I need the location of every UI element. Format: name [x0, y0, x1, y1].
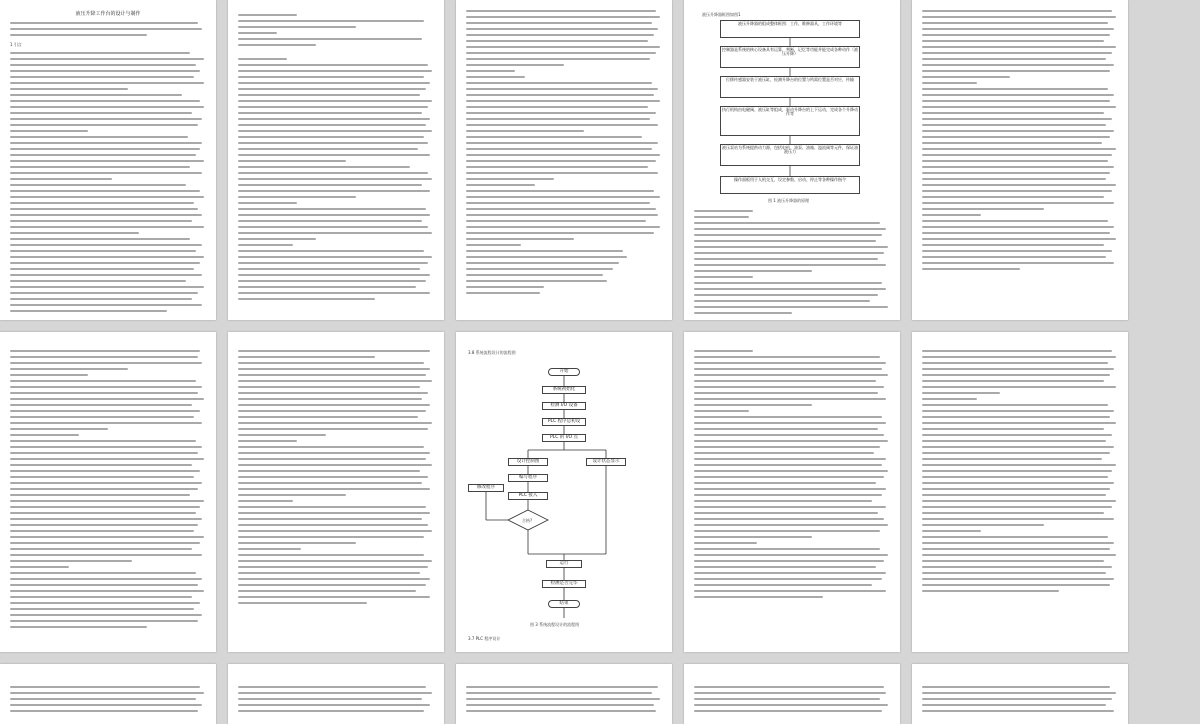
document-page-1 — [0, 0, 216, 320]
body-text — [922, 10, 1118, 274]
flow-start: 开始 — [548, 368, 580, 376]
body-text — [10, 22, 206, 316]
body-text — [922, 686, 1118, 716]
document-page-11 — [0, 664, 216, 724]
flow-decision: 合格? — [522, 518, 533, 523]
block-diagram-caption: 图 1 液压升降器的原理 — [768, 198, 810, 203]
flow-diagram-title: 3.8 系统流程设计的流程图 — [468, 350, 516, 355]
document-page-3 — [456, 0, 672, 320]
document-page-7 — [228, 332, 444, 652]
flow-diagram-caption: 图 3 系统流程设计的流程图 — [530, 622, 580, 627]
body-text — [694, 686, 890, 716]
body-text — [466, 686, 662, 716]
body-text — [694, 350, 890, 602]
document-page-5 — [912, 0, 1128, 320]
block-node-1: 液压升降器的组成整体框图：工作，维修器具，工作环境等 — [720, 20, 860, 38]
flow-auto-ctrl: 设计控制图 — [508, 458, 548, 466]
body-text — [10, 686, 206, 716]
document-page-2 — [228, 0, 444, 320]
flow-io: PLC 的 I/O 点 — [542, 434, 586, 442]
document-page-9 — [684, 332, 900, 652]
block-node-3: 位移传感器安装于液压缸，检测升降台的位置与所需位置是否对应，传输 — [720, 76, 860, 98]
flow-modify: 修改程序 — [468, 484, 504, 492]
document-page-15 — [912, 664, 1128, 724]
body-text — [694, 210, 890, 318]
body-text — [238, 686, 434, 716]
body-text — [238, 350, 434, 608]
body-text — [238, 14, 434, 304]
section-heading: 1 引言 — [10, 42, 22, 47]
flow-check: 检测 I/O 设备 — [542, 402, 586, 410]
document-page-8-flowchart — [456, 332, 672, 652]
page-title: 液压升降工作台的设计与制作 — [75, 11, 141, 17]
flow-stop: 结束 — [548, 600, 580, 608]
diagram-heading: 液压升降器框图如图1 — [702, 12, 741, 17]
body-text — [922, 350, 1118, 596]
flow-monitor: 设计状态显示 — [586, 458, 626, 466]
flow-set: PLC 程序总初设 — [542, 418, 586, 426]
flow-ok: 编写程序 — [508, 474, 548, 482]
flow-init: 系统初始化 — [542, 386, 586, 394]
document-page-10 — [912, 332, 1128, 652]
document-page-14 — [684, 664, 900, 724]
body-text — [10, 350, 206, 632]
flow-output: PLC 接入 — [508, 492, 548, 500]
block-node-6: 操作面板用于人机交互，设定参数、启动、停止等各种操作指令 — [720, 176, 860, 194]
block-node-4: 执行机构由电磁阀、液压缸等组成，驱动升降台的上下运动，完成各个升降动作等 — [720, 106, 860, 136]
document-page-6 — [0, 332, 216, 652]
block-node-5: 液压泵站为系统提供动力源，包括电机、油泵、油箱、溢流阀等元件，保证油液压力 — [720, 144, 860, 166]
body-text — [466, 10, 662, 298]
document-page-4 — [684, 0, 900, 320]
flow-end-check: 检测是否完毕 — [542, 580, 586, 588]
section-label: 3.7 PLC 程序设计 — [468, 636, 501, 641]
flow-run: 运行 — [546, 560, 582, 568]
document-page-13 — [456, 664, 672, 724]
block-node-2: 控制器是系统的核心设备具有运算，判断，记忆等功能并能完成各种动作（液压升降） — [720, 46, 860, 68]
document-page-12 — [228, 664, 444, 724]
